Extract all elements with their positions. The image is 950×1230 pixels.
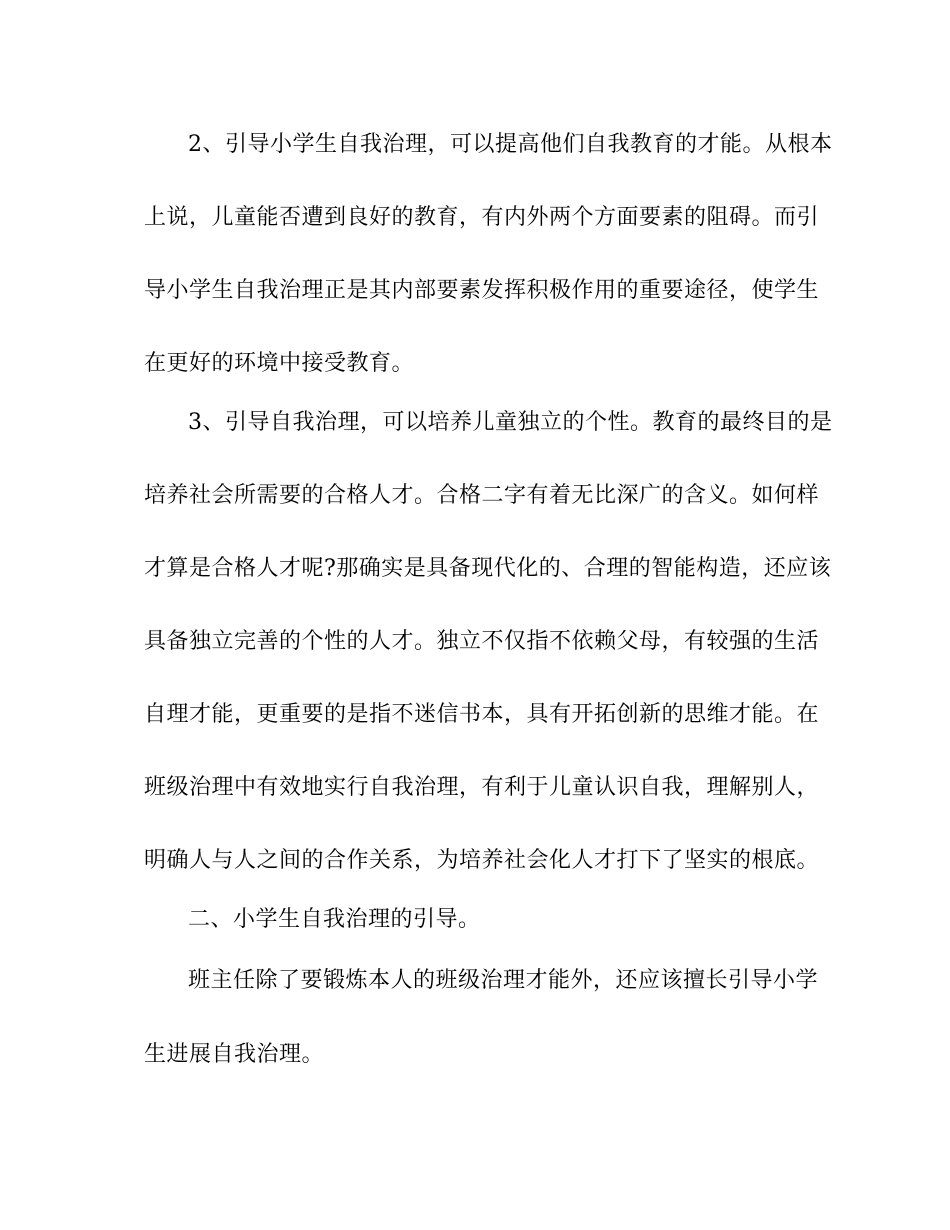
paragraph-2-line-1: 2、引导小学生自我治理，可以提高他们自我教育的才能。从根本 bbox=[188, 132, 833, 157]
section-heading: 二、小学生自我治理的引导。 bbox=[188, 907, 481, 932]
paragraph-3-line-4: 具备独立完善的个性的人才。独立不仅指不依赖父母，有较强的生活 bbox=[144, 629, 820, 654]
paragraph-2-line-3: 导小学生自我治理正是其内部要素发挥积极作用的重要途径，使学生 bbox=[144, 278, 820, 303]
paragraph-3-line-7: 明确人与人之间的合作关系，为培养社会化人才打下了坚实的根底。 bbox=[144, 848, 820, 873]
paragraph-3-line-6: 班级治理中有效地实行自我治理，有利于儿童认识自我，理解别人， bbox=[144, 775, 820, 800]
paragraph-3-line-2: 培养社会所需要的合格人才。合格二字有着无比深广的含义。如何样 bbox=[144, 483, 820, 508]
paragraph-3-line-5: 自理才能，更重要的是指不迷信书本，具有开拓创新的思维才能。在 bbox=[144, 702, 820, 727]
paragraph-2-line-2: 上说，儿童能否遭到良好的教育，有内外两个方面要素的阻碍。而引 bbox=[144, 205, 820, 230]
paragraph-3-line-1: 3、引导自我治理，可以培养儿童独立的个性。教育的最终目的是 bbox=[188, 410, 833, 435]
paragraph-teacher-line-2: 生进展自我治理。 bbox=[144, 1042, 325, 1067]
paragraph-3-line-3: 才算是合格人才呢?那确实是具备现代化的、合理的智能构造，还应该 bbox=[144, 556, 832, 581]
paragraph-2-line-4: 在更好的环境中接受教育。 bbox=[144, 351, 415, 376]
paragraph-teacher-line-1: 班主任除了要锻炼本人的班级治理才能外，还应该擅长引导小学 bbox=[188, 968, 819, 993]
